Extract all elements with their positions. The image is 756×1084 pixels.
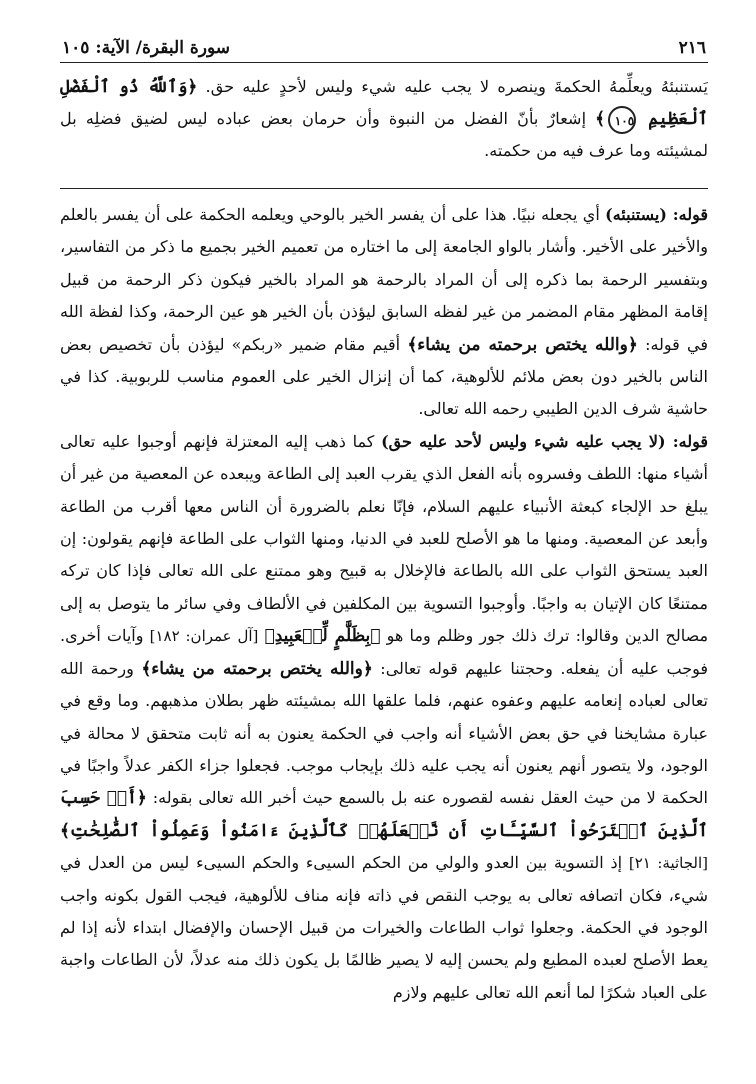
quran-verse: ﴿وَٱللَّهُ ذُو ٱلْفَضْلِ ٱلْعَظِيمِ	[60, 77, 708, 129]
verse-reference: [آل عمران: ١٨٢]	[149, 627, 259, 646]
footnote-divider	[60, 188, 708, 189]
page-number: ٢١٦	[678, 38, 706, 58]
commentary-text: أقيم مقام ضمير «ربكم» ليؤذن بأن تخصيص بعض الناس بالخير دون بعض ملائم للألوهية، كما أن إنزال الخير على العموم مناسب للربوبية. كذا في حاشية شرف الدين الطيبي رحمه الله تعالى.	[60, 334, 709, 419]
commentary-keyword-1: قوله: (يستنبئه)	[605, 205, 709, 224]
main-text-part-2: إشعارٌ بأنّ الفضل من النبوة وأن حرمان بعض عباده ليس لضيق فضلِه بل لمشيئته وما عرف فيه من حكمته.	[60, 109, 708, 160]
commentary-text: ورحمة الله تعالى لعباده إنعامه عليهم وعفوه عنهم، فلما علقها الله بمشيئته ظهر بطلان مذهبهم. وما وقع في عبارة مشايخنا في حق بعض الأشياء أنه واجب في الحكمة يعنون به أنه ثابت متحقق لا محالة في الوجود، ولا يتصور أنهم يعنون أنه يجب عليه ذلك بإيجاب موجب. فجعلوا جزاء الكفر عدلاً واجبًا في الحكمة لا من حيث العقل نفسه لقصوره عنه بل بالسمع حيث أخبر الله تعالى بقوله:	[60, 658, 709, 808]
quran-quote: ﴿أَمۡ حَسِبَ ٱلَّذِينَ ٱجۡتَرَحُواْ ٱلسَّيِّـَٔاتِ أَن نَّجۡعَلَهُمۡ كَٱلَّذِينَ ءَامَنُواْ وَعَمِلُواْ ٱلصَّٰلِحَٰتِ﴾	[60, 788, 708, 841]
page-header	[60, 38, 708, 63]
verse-reference: [الجاثية: ٢١]	[628, 854, 708, 873]
surah-reference: سورة البقرة/ الآية: ١٠٥	[62, 38, 230, 58]
quran-quote: ﴿والله يختص برحمته من يشاء﴾	[407, 334, 638, 355]
quran-quote: ﴿والله يختص برحمته من يشاء﴾	[141, 658, 373, 679]
commentary-keyword-2: قوله: (لا يجب عليه شيء وليس لأحد عليه حق)	[381, 431, 708, 451]
commentary-text: وآيات أخرى. فوجب عليه أن يفعله. وحجتنا عليهم قوله تعالى:	[60, 626, 708, 678]
book-page	[60, 38, 708, 1009]
commentary	[60, 199, 708, 1009]
main-text	[60, 71, 708, 166]
commentary-text: أي يجعله نبيًا. هذا على أن يفسر الخير بالوحي ويعلمه الحكمة على أن يفسر بالعلم والأخير على الأخير. وأشار بالواو الجامعة إلى ما اختاره من تعميم الخير بجميع ما ذكر من التفاسير، وبتفسير الرحمة بما ذكره إلى أن المراد بالرحمة هو المراد بالخير فيكون ذكر الرحمة من قبيل إقامة المظهر مقام المضمر من غير لفظه السابق ليؤذن بأن الخير هو عين الرحمة، وكذا لفظة الله في قوله:	[60, 205, 709, 354]
commentary-paragraph-2	[60, 426, 708, 1009]
commentary-paragraph-1	[60, 199, 708, 426]
commentary-text: كما ذهب إليه المعتزلة فإنهم أوجبوا عليه تعالى أشياء منها: اللطف وفسروه بأنه الفعل الذي يقرب العبد إلى الطاعة ويبعده عن المعصية من غير أن يبلغ حد الإلجاء كبعثة الأنبياء عليهم السلام، فإنّا نعلم بالضرورة أن الناس معها أقرب من الطاعة وأبعد عن المعصية. ومنها ما هو الأصلح للعبد في الدنيا، ومنها الثواب على الطاعة فإنهم يقولون: إن العبد يستحق الثواب على الله بالطاعة فالإخلال به قبيح وهو ممتنع على الله تعالى فإذا كان تركه ممتنعًا كان الإتيان به واجبًا. وأوجبوا التسوية بين المكلفين في الألطاف وفي سائر ما يتوصل به إلى مصالح الدين وقالوا: ترك ذلك جور وظلم وما هو	[60, 431, 709, 646]
commentary-text: إذ التسوية بين العدو والولي من الحكم السيىء والحكم السيىء ليس من العدل في شيء، فكان اتصافه تعالى به يوجب النقص في ذاته فإنه مناف للألوهية، فيجب القول بكونه واجب الوجود في الحكمة. وجعلوا ثواب الطاعات والخيرات من قبيل الإحسان والإفضال ابتداء لأنه إذا لم يعط الأصلح لعبده المطيع ولم يحسن إليه لا يصير ظالمًا بل يكون ذلك منه عدلاً، لأن الطاعات واجبة على العباد شكرًا لما أنعم الله تعالى عليهم ولازم	[60, 853, 708, 1002]
main-text-part-1: يَستنبئهُ ويعلِّمهُ الحكمةَ وينصره لا يجب عليه شيء وليس لأحدٍ عليه حق.	[205, 77, 708, 96]
ayah-number-mark: ١٠٥	[608, 106, 636, 134]
quran-verse-close: ﴾	[595, 109, 606, 129]
quran-quote: ﴿بِظَلَّٰمٍ لِّلۡعَبِيدِ﴾	[264, 626, 381, 647]
